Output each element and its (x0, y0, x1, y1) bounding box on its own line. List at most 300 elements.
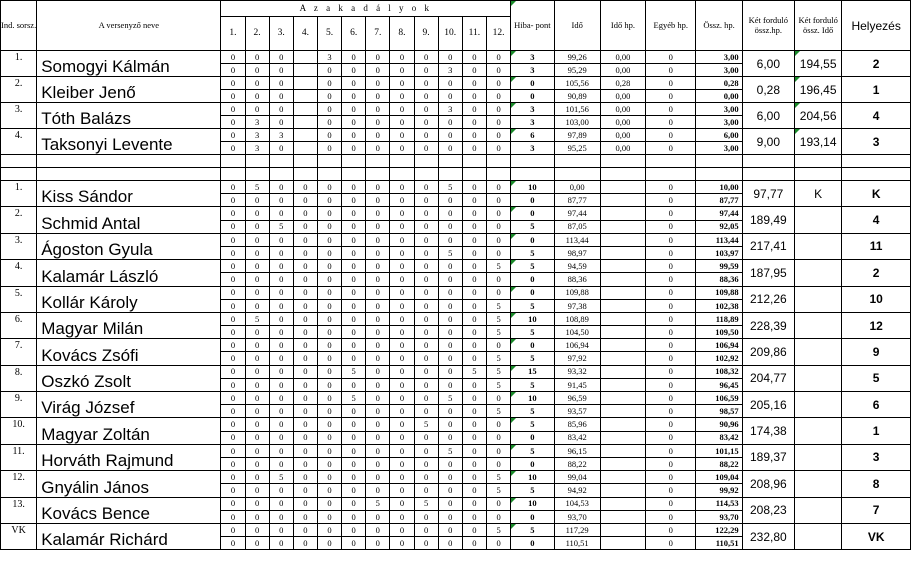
egyeb-hp-cell: 0 (646, 246, 696, 259)
obstacle-fault-cell: 0 (390, 392, 414, 405)
obstacle-fault-cell: 0 (462, 246, 486, 259)
obstacle-fault-cell: 0 (342, 220, 366, 233)
obstacle-fault-cell: 0 (269, 194, 293, 207)
ossz-hp-cell: 113,44 (696, 233, 742, 246)
ossz-hp-cell: 99,92 (696, 484, 742, 497)
empty-cell (269, 155, 293, 168)
obstacle-fault-cell: 0 (438, 312, 462, 325)
ido-hp-cell (600, 392, 645, 405)
header-obstacle-number: 3. (269, 17, 293, 51)
hibapont-cell: 5 (511, 405, 554, 418)
obstacle-fault-cell: 0 (269, 405, 293, 418)
obstacle-fault-cell: 0 (293, 444, 317, 457)
obstacle-fault-cell: 0 (342, 246, 366, 259)
obstacle-fault-cell: 0 (342, 194, 366, 207)
empty-cell (646, 155, 696, 168)
obstacle-fault-cell: 5 (462, 365, 486, 378)
obstacle-fault-cell: 0 (342, 537, 366, 550)
empty-cell (462, 168, 486, 181)
egyeb-hp-cell: 0 (646, 444, 696, 457)
obstacle-fault-cell: 0 (317, 444, 341, 457)
obstacle-fault-cell: 0 (366, 523, 390, 536)
obstacle-fault-cell: 0 (462, 64, 486, 77)
ket-fordulo-hp: 97,77 (742, 181, 794, 207)
obstacle-fault-cell: 0 (390, 246, 414, 259)
obstacle-fault-cell: 0 (221, 51, 245, 64)
ido-hp-cell (600, 497, 645, 510)
header-obstacle-number: 7. (366, 17, 390, 51)
ido-hp-cell (600, 471, 645, 484)
obstacle-fault-cell: 5 (245, 181, 269, 194)
obstacle-fault-cell: 0 (390, 181, 414, 194)
obstacle-fault-cell: 0 (438, 510, 462, 523)
obstacle-fault-cell: 0 (414, 51, 438, 64)
ket-fordulo-ido (795, 233, 842, 259)
obstacle-fault-cell: 0 (366, 484, 390, 497)
header-helyezes: Helyezés (842, 1, 911, 51)
egyeb-hp-cell: 0 (646, 286, 696, 299)
obstacle-fault-cell: 0 (366, 260, 390, 273)
obstacle-fault-cell: 0 (366, 405, 390, 418)
obstacle-fault-cell: 0 (390, 431, 414, 444)
obstacle-fault-cell: 0 (221, 64, 245, 77)
obstacle-fault-cell: 0 (245, 431, 269, 444)
obstacle-fault-cell: 0 (438, 497, 462, 510)
obstacle-fault-cell (293, 142, 317, 155)
obstacle-fault-cell: 0 (462, 523, 486, 536)
header-obstacle-number: 12. (486, 17, 510, 51)
obstacle-fault-cell: 0 (414, 260, 438, 273)
obstacle-fault-cell: 0 (221, 207, 245, 220)
ido-hp-cell: 0,28 (600, 77, 645, 90)
empty-cell (511, 155, 554, 168)
obstacle-fault-cell: 0 (390, 484, 414, 497)
obstacle-fault-cell: 0 (293, 220, 317, 233)
helyezes: 11 (842, 233, 911, 259)
obstacle-fault-cell: 0 (245, 418, 269, 431)
ido-hp-cell: 0,00 (600, 142, 645, 155)
obstacle-fault-cell: 0 (366, 207, 390, 220)
header-ido: Idő (554, 1, 600, 51)
obstacle-fault-cell: 0 (269, 378, 293, 391)
helyezes: 1 (842, 418, 911, 444)
competitor-index: 13. (1, 497, 37, 523)
ossz-hp-cell: 0,28 (696, 77, 742, 90)
obstacle-fault-cell: 3 (269, 129, 293, 142)
hibapont-cell: 0 (511, 431, 554, 444)
obstacle-fault-cell: 0 (438, 51, 462, 64)
competitor-name: Horváth Rajmund (37, 444, 221, 470)
competitor-name: Kleiber Jenő (37, 77, 221, 103)
egyeb-hp-cell: 0 (646, 392, 696, 405)
empty-cell (221, 155, 245, 168)
competitor-index: 11. (1, 444, 37, 470)
ido-hp-cell (600, 457, 645, 470)
hibapont-cell: 5 (511, 523, 554, 536)
empty-cell (245, 155, 269, 168)
obstacle-fault-cell: 0 (293, 431, 317, 444)
obstacle-fault-cell: 0 (317, 405, 341, 418)
ossz-hp-cell: 106,59 (696, 392, 742, 405)
empty-cell (554, 155, 600, 168)
egyeb-hp-cell: 0 (646, 378, 696, 391)
competitor-index: 2. (1, 207, 37, 233)
obstacle-fault-cell: 0 (317, 194, 341, 207)
ket-fordulo-ido: 196,45 (795, 77, 842, 103)
ket-fordulo-hp: 204,77 (742, 365, 794, 391)
egyeb-hp-cell: 0 (646, 77, 696, 90)
ket-fordulo-hp: 208,23 (742, 497, 794, 523)
obstacle-fault-cell: 0 (293, 392, 317, 405)
obstacle-fault-cell: 0 (366, 312, 390, 325)
obstacle-fault-cell: 0 (342, 90, 366, 103)
obstacle-fault-cell: 0 (293, 326, 317, 339)
egyeb-hp-cell: 0 (646, 116, 696, 129)
obstacle-fault-cell: 0 (438, 326, 462, 339)
table-row (1, 51, 911, 64)
competitor-name: Kiss Sándor (37, 181, 221, 207)
obstacle-fault-cell: 0 (390, 220, 414, 233)
obstacle-fault-cell: 0 (269, 497, 293, 510)
obstacle-fault-cell: 0 (221, 523, 245, 536)
obstacle-fault-cell: 0 (221, 497, 245, 510)
obstacle-fault-cell: 0 (438, 207, 462, 220)
ossz-hp-cell: 88,36 (696, 273, 742, 286)
helyezes: 5 (842, 365, 911, 391)
obstacle-fault-cell: 0 (221, 103, 245, 116)
empty-cell (646, 168, 696, 181)
obstacle-fault-cell: 3 (245, 116, 269, 129)
ido-hp-cell (600, 405, 645, 418)
obstacle-fault-cell: 0 (462, 392, 486, 405)
ido-hp-cell (600, 207, 645, 220)
obstacle-fault-cell: 0 (317, 273, 341, 286)
competitor-index: 1. (1, 181, 37, 207)
obstacle-fault-cell: 0 (293, 260, 317, 273)
obstacle-fault-cell: 0 (438, 365, 462, 378)
obstacle-fault-cell: 3 (438, 103, 462, 116)
ido-hp-cell (600, 260, 645, 273)
obstacle-fault-cell: 0 (462, 497, 486, 510)
obstacle-fault-cell: 0 (293, 246, 317, 259)
obstacle-fault-cell: 0 (269, 365, 293, 378)
obstacle-fault-cell: 0 (486, 457, 510, 470)
obstacle-fault-cell: 0 (317, 326, 341, 339)
obstacle-fault-cell: 0 (245, 286, 269, 299)
ido-hp-cell (600, 181, 645, 194)
obstacle-fault-cell: 0 (342, 312, 366, 325)
header-obstacle-number: 11. (462, 17, 486, 51)
obstacle-fault-cell: 0 (414, 77, 438, 90)
obstacle-fault-cell: 0 (221, 471, 245, 484)
competitor-index: 3. (1, 233, 37, 259)
hibapont-cell: 10 (511, 181, 554, 194)
obstacle-fault-cell: 0 (366, 299, 390, 312)
obstacle-fault-cell: 0 (317, 510, 341, 523)
ossz-hp-cell: 3,00 (696, 116, 742, 129)
obstacle-fault-cell: 0 (342, 129, 366, 142)
obstacle-fault-cell: 0 (366, 181, 390, 194)
competitor-index: 10. (1, 418, 37, 444)
obstacle-fault-cell: 0 (221, 537, 245, 550)
obstacle-fault-cell: 0 (414, 339, 438, 352)
obstacle-fault-cell: 0 (438, 90, 462, 103)
ido-cell: 83,42 (554, 431, 600, 444)
obstacle-fault-cell: 0 (269, 181, 293, 194)
obstacle-fault-cell: 0 (293, 457, 317, 470)
obstacle-fault-cell: 0 (342, 378, 366, 391)
competitor-index: 12. (1, 471, 37, 497)
egyeb-hp-cell: 0 (646, 484, 696, 497)
obstacle-fault-cell: 5 (486, 405, 510, 418)
obstacle-fault-cell: 0 (486, 77, 510, 90)
obstacle-fault-cell: 0 (245, 537, 269, 550)
ido-cell: 95,25 (554, 142, 600, 155)
ossz-hp-cell: 3,00 (696, 64, 742, 77)
hibapont-cell: 3 (511, 64, 554, 77)
ido-hp-cell (600, 194, 645, 207)
obstacle-fault-cell: 0 (438, 129, 462, 142)
hibapont-cell: 0 (511, 77, 554, 90)
obstacle-fault-cell: 0 (342, 457, 366, 470)
obstacle-fault-cell: 0 (245, 299, 269, 312)
obstacle-fault-cell: 0 (245, 246, 269, 259)
hibapont-cell: 0 (511, 194, 554, 207)
obstacle-fault-cell: 0 (414, 312, 438, 325)
obstacle-fault-cell: 5 (438, 181, 462, 194)
ido-cell: 90,89 (554, 90, 600, 103)
egyeb-hp-cell: 0 (646, 90, 696, 103)
obstacle-fault-cell: 0 (462, 299, 486, 312)
helyezes: 7 (842, 497, 911, 523)
obstacle-fault-cell: 0 (366, 51, 390, 64)
hibapont-cell: 5 (511, 220, 554, 233)
obstacle-fault-cell: 5 (414, 497, 438, 510)
empty-cell (37, 155, 221, 168)
obstacle-fault-cell: 0 (438, 299, 462, 312)
obstacle-fault-cell: 0 (462, 260, 486, 273)
obstacle-fault-cell: 0 (342, 103, 366, 116)
obstacle-fault-cell: 0 (414, 116, 438, 129)
obstacle-fault-cell: 0 (486, 537, 510, 550)
obstacle-fault-cell: 0 (366, 457, 390, 470)
ket-fordulo-hp: 9,00 (742, 129, 794, 155)
empty-cell (342, 155, 366, 168)
obstacle-fault-cell: 0 (269, 77, 293, 90)
obstacle-fault-cell: 0 (462, 444, 486, 457)
obstacle-fault-cell: 0 (221, 444, 245, 457)
obstacle-fault-cell: 0 (342, 484, 366, 497)
header-obstacle-number: 10. (438, 17, 462, 51)
competitor-name: Tóth Balázs (37, 103, 221, 129)
obstacle-fault-cell: 0 (486, 116, 510, 129)
empty-cell (342, 168, 366, 181)
helyezes: 2 (842, 260, 911, 286)
table-row (1, 497, 911, 510)
obstacle-fault-cell: 0 (486, 418, 510, 431)
obstacle-fault-cell: 5 (486, 471, 510, 484)
ido-hp-cell (600, 273, 645, 286)
obstacle-fault-cell: 0 (390, 51, 414, 64)
ido-hp-cell (600, 431, 645, 444)
obstacle-fault-cell (293, 90, 317, 103)
obstacle-fault-cell: 0 (390, 405, 414, 418)
obstacle-fault-cell: 0 (438, 405, 462, 418)
obstacle-fault-cell: 0 (414, 431, 438, 444)
obstacle-fault-cell: 0 (438, 457, 462, 470)
empty-cell (221, 168, 245, 181)
empty-cell (742, 168, 794, 181)
hibapont-cell: 0 (511, 339, 554, 352)
ido-hp-cell (600, 537, 645, 550)
header-obstacle-number: 4. (293, 17, 317, 51)
obstacle-fault-cell: 0 (221, 392, 245, 405)
empty-cell (696, 155, 742, 168)
obstacle-fault-cell: 0 (414, 510, 438, 523)
obstacle-fault-cell: 0 (317, 220, 341, 233)
ossz-hp-cell: 3,00 (696, 142, 742, 155)
obstacle-fault-cell: 0 (486, 273, 510, 286)
hibapont-cell: 5 (511, 444, 554, 457)
hibapont-cell: 10 (511, 312, 554, 325)
empty-cell (293, 155, 317, 168)
obstacle-fault-cell: 0 (366, 77, 390, 90)
obstacle-fault-cell: 0 (293, 378, 317, 391)
obstacle-fault-cell: 5 (269, 220, 293, 233)
hibapont-cell: 0 (511, 537, 554, 550)
empty-cell (1, 155, 37, 168)
obstacle-fault-cell: 0 (269, 392, 293, 405)
obstacle-fault-cell: 0 (245, 510, 269, 523)
helyezes: 8 (842, 471, 911, 497)
obstacle-fault-cell: 0 (390, 418, 414, 431)
helyezes: 4 (842, 103, 911, 129)
obstacle-fault-cell: 0 (414, 142, 438, 155)
obstacle-fault-cell: 0 (245, 405, 269, 418)
egyeb-hp-cell: 0 (646, 299, 696, 312)
obstacle-fault-cell: 5 (245, 312, 269, 325)
obstacle-fault-cell: 0 (269, 233, 293, 246)
obstacle-fault-cell: 0 (414, 207, 438, 220)
obstacle-fault-cell: 0 (317, 207, 341, 220)
egyeb-hp-cell: 0 (646, 405, 696, 418)
obstacle-fault-cell: 0 (438, 77, 462, 90)
ket-fordulo-hp: 174,38 (742, 418, 794, 444)
obstacle-fault-cell: 0 (317, 103, 341, 116)
ket-fordulo-hp: 189,37 (742, 444, 794, 470)
obstacle-fault-cell: 0 (462, 378, 486, 391)
ossz-hp-cell: 83,42 (696, 431, 742, 444)
obstacle-fault-cell: 0 (462, 220, 486, 233)
competitor-name: Magyar Zoltán (37, 418, 221, 444)
obstacle-fault-cell: 0 (245, 233, 269, 246)
obstacle-fault-cell: 0 (462, 418, 486, 431)
obstacle-fault-cell (293, 64, 317, 77)
obstacle-fault-cell: 0 (486, 90, 510, 103)
obstacle-fault-cell: 0 (317, 471, 341, 484)
obstacle-fault-cell: 0 (221, 273, 245, 286)
hibapont-cell: 15 (511, 365, 554, 378)
competitor-name: Somogyi Kálmán (37, 51, 221, 77)
obstacle-fault-cell: 0 (293, 418, 317, 431)
header-obstacle-number: 6. (342, 17, 366, 51)
obstacle-fault-cell: 0 (462, 103, 486, 116)
empty-cell (511, 168, 554, 181)
obstacle-fault-cell: 5 (486, 523, 510, 536)
obstacle-fault-cell: 0 (317, 497, 341, 510)
obstacle-fault-cell: 0 (366, 339, 390, 352)
ossz-hp-cell: 109,04 (696, 471, 742, 484)
egyeb-hp-cell: 0 (646, 64, 696, 77)
obstacle-fault-cell: 0 (414, 90, 438, 103)
obstacle-fault-cell: 0 (486, 207, 510, 220)
obstacle-fault-cell: 3 (245, 142, 269, 155)
competitor-name: Kovács Bence (37, 497, 221, 523)
obstacle-fault-cell: 0 (462, 510, 486, 523)
obstacle-fault-cell: 0 (414, 326, 438, 339)
empty-cell (366, 155, 390, 168)
obstacle-fault-cell: 0 (221, 260, 245, 273)
obstacle-fault-cell: 0 (317, 181, 341, 194)
obstacle-fault-cell: 0 (486, 392, 510, 405)
ido-hp-cell (600, 378, 645, 391)
obstacle-fault-cell: 0 (342, 142, 366, 155)
obstacle-fault-cell: 5 (366, 497, 390, 510)
obstacle-fault-cell: 0 (414, 129, 438, 142)
obstacle-fault-cell: 0 (269, 444, 293, 457)
obstacle-fault-cell: 0 (317, 378, 341, 391)
obstacle-fault-cell: 0 (486, 194, 510, 207)
ido-hp-cell (600, 233, 645, 246)
obstacle-fault-cell: 5 (486, 365, 510, 378)
obstacle-fault-cell: 0 (293, 365, 317, 378)
obstacle-fault-cell: 0 (269, 207, 293, 220)
ossz-hp-cell: 103,97 (696, 246, 742, 259)
hibapont-cell: 0 (511, 233, 554, 246)
obstacle-fault-cell: 0 (293, 312, 317, 325)
obstacle-fault-cell: 0 (390, 90, 414, 103)
ido-cell: 99,26 (554, 51, 600, 64)
obstacle-fault-cell: 0 (390, 352, 414, 365)
ido-cell: 103,00 (554, 116, 600, 129)
obstacle-fault-cell: 0 (221, 116, 245, 129)
obstacle-fault-cell: 0 (462, 405, 486, 418)
header-obstacle-number: 8. (390, 17, 414, 51)
ido-hp-cell: 0,00 (600, 90, 645, 103)
ido-hp-cell: 0,00 (600, 129, 645, 142)
obstacle-fault-cell: 0 (414, 352, 438, 365)
obstacle-fault-cell: 0 (245, 207, 269, 220)
obstacle-fault-cell: 0 (221, 194, 245, 207)
egyeb-hp-cell: 0 (646, 103, 696, 116)
ido-cell: 97,89 (554, 129, 600, 142)
ossz-hp-cell: 96,45 (696, 378, 742, 391)
obstacle-fault-cell: 0 (245, 260, 269, 273)
ido-cell: 97,92 (554, 352, 600, 365)
header-ind: Ind. sorsz. (1, 1, 37, 51)
obstacle-fault-cell: 0 (438, 260, 462, 273)
obstacle-fault-cell: 0 (486, 103, 510, 116)
table-row (1, 418, 911, 431)
obstacle-fault-cell: 0 (342, 326, 366, 339)
competitor-name: Magyar Milán (37, 312, 221, 338)
ket-fordulo-hp: 232,80 (742, 523, 794, 549)
table-row (1, 312, 911, 325)
obstacle-fault-cell: 0 (317, 233, 341, 246)
ido-cell: 87,77 (554, 194, 600, 207)
table-row (1, 260, 911, 273)
obstacle-fault-cell: 0 (366, 537, 390, 550)
